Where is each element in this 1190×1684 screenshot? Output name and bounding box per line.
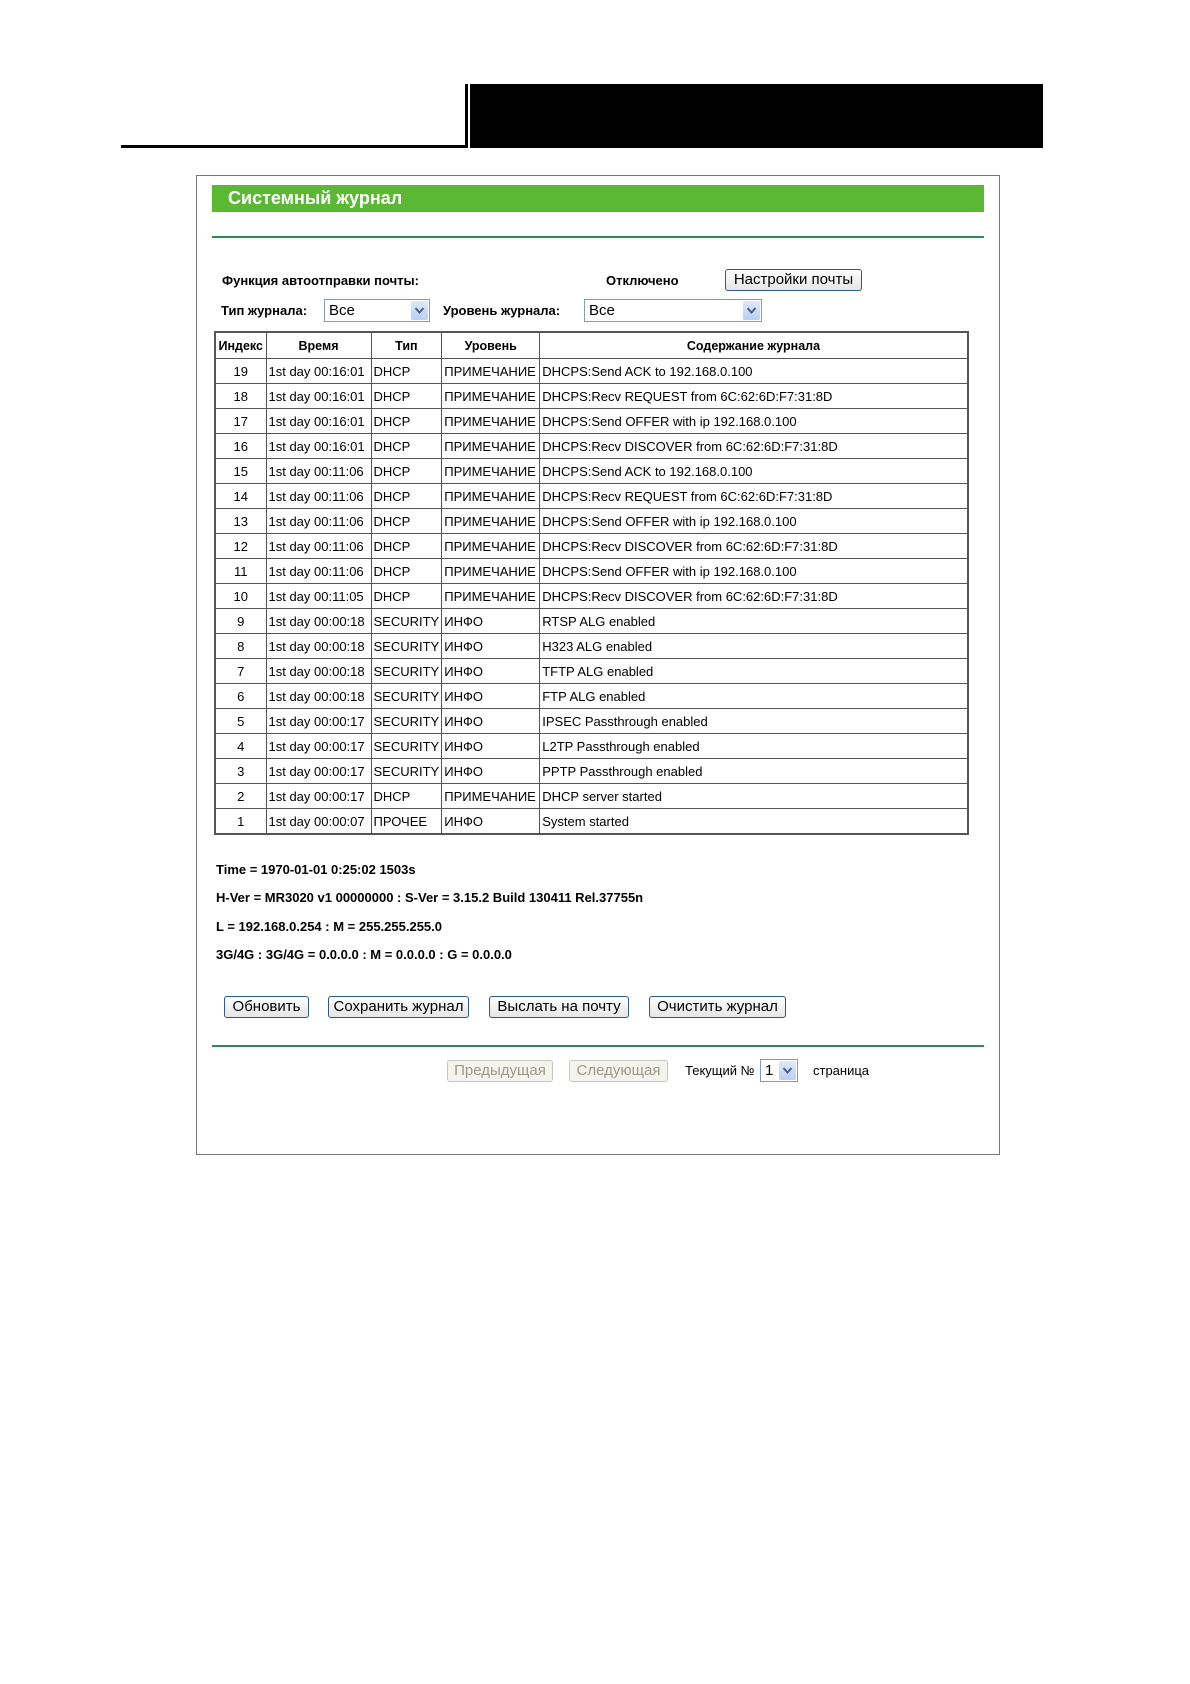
- cell-level: ИНФО: [442, 634, 540, 659]
- cell-content: L2TP Passthrough enabled: [540, 734, 968, 759]
- cell-level: ПРИМЕЧАНИЕ: [442, 559, 540, 584]
- log-type-select[interactable]: [324, 299, 430, 322]
- cell-time: 1st day 00:00:18: [266, 659, 371, 684]
- prev-page-button[interactable]: Предыдущая: [447, 1060, 553, 1082]
- next-page-button[interactable]: Следующая: [569, 1060, 668, 1082]
- cell-level: ПРИМЕЧАНИЕ: [442, 584, 540, 609]
- header-index: Индекс: [215, 332, 266, 359]
- cell-content: FTP ALG enabled: [540, 684, 968, 709]
- table-row: [215, 659, 968, 684]
- log-table: [214, 331, 969, 835]
- cell-time: 1st day 00:16:01: [266, 384, 371, 409]
- cell-type: SECURITY: [371, 759, 442, 784]
- cell-time: 1st day 00:16:01: [266, 434, 371, 459]
- header-time: Время: [266, 332, 371, 359]
- chevron-down-icon[interactable]: [743, 301, 760, 320]
- cell-level: ПРИМЕЧАНИЕ: [442, 359, 540, 384]
- cell-level: ИНФО: [442, 759, 540, 784]
- mail-function-label: Функция автоотправки почты:: [222, 273, 419, 288]
- cell-type: SECURITY: [371, 734, 442, 759]
- cell-type: SECURITY: [371, 634, 442, 659]
- cell-time: 1st day 00:00:18: [266, 609, 371, 634]
- cell-level: ИНФО: [442, 684, 540, 709]
- cell-index: 1: [215, 809, 266, 835]
- table-row: [215, 609, 968, 634]
- cell-time: 1st day 00:11:06: [266, 559, 371, 584]
- cell-level: ИНФО: [442, 609, 540, 634]
- cell-time: 1st day 00:11:05: [266, 584, 371, 609]
- header-type: Тип: [371, 332, 442, 359]
- cell-time: 1st day 00:00:17: [266, 709, 371, 734]
- cell-content: DHCPS:Send ACK to 192.168.0.100: [540, 459, 968, 484]
- cell-level: ИНФО: [442, 734, 540, 759]
- cell-index: 12: [215, 534, 266, 559]
- cell-content: DHCPS:Recv REQUEST from 6C:62:6D:F7:31:8D: [540, 484, 968, 509]
- cell-index: 14: [215, 484, 266, 509]
- cell-content: DHCPS:Send ACK to 192.168.0.100: [540, 359, 968, 384]
- cell-content: DHCPS:Send OFFER with ip 192.168.0.100: [540, 409, 968, 434]
- cell-time: 1st day 00:00:18: [266, 634, 371, 659]
- cell-index: 7: [215, 659, 266, 684]
- header-content: Содержание журнала: [540, 332, 968, 359]
- table-row: [215, 634, 968, 659]
- cell-index: 11: [215, 559, 266, 584]
- table-row: [215, 509, 968, 534]
- cell-content: TFTP ALG enabled: [540, 659, 968, 684]
- cell-time: 1st day 00:16:01: [266, 359, 371, 384]
- cell-type: DHCP: [371, 459, 442, 484]
- cell-content: DHCPS:Send OFFER with ip 192.168.0.100: [540, 559, 968, 584]
- cell-index: 5: [215, 709, 266, 734]
- table-row: [215, 484, 968, 509]
- page-title: Системный журнал: [228, 188, 403, 208]
- table-row: [215, 784, 968, 809]
- cell-type: SECURITY: [371, 684, 442, 709]
- info-version: H-Ver = MR3020 v1 00000000 : S-Ver = 3.15.2 Build 130411 Rel.37755n: [216, 890, 644, 905]
- page-select-value: 1: [765, 1062, 774, 1079]
- cell-type: ПРОЧЕЕ: [371, 809, 442, 835]
- cell-content: DHCPS:Recv DISCOVER from 6C:62:6D:F7:31:8D: [540, 584, 968, 609]
- table-row: [215, 534, 968, 559]
- table-row: [215, 384, 968, 409]
- cell-time: 1st day 00:00:07: [266, 809, 371, 835]
- cell-type: DHCP: [371, 434, 442, 459]
- cell-index: 2: [215, 784, 266, 809]
- cell-type: DHCP: [371, 559, 442, 584]
- cell-time: 1st day 00:00:17: [266, 784, 371, 809]
- cell-time: 1st day 00:11:06: [266, 459, 371, 484]
- log-level-value: Все: [589, 302, 615, 319]
- cell-level: ПРИМЕЧАНИЕ: [442, 534, 540, 559]
- cell-index: 15: [215, 459, 266, 484]
- cell-index: 19: [215, 359, 266, 384]
- cell-level: ПРИМЕЧАНИЕ: [442, 484, 540, 509]
- cell-type: SECURITY: [371, 609, 442, 634]
- page-select[interactable]: [760, 1059, 798, 1082]
- info-time: Time = 1970-01-01 0:25:02 1503s: [216, 862, 416, 877]
- cell-index: 17: [215, 409, 266, 434]
- cell-index: 18: [215, 384, 266, 409]
- cell-content: DHCPS:Recv DISCOVER from 6C:62:6D:F7:31:8D: [540, 534, 968, 559]
- cell-type: SECURITY: [371, 709, 442, 734]
- cell-type: DHCP: [371, 409, 442, 434]
- cell-content: PPTP Passthrough enabled: [540, 759, 968, 784]
- table-row: [215, 709, 968, 734]
- cell-type: DHCP: [371, 584, 442, 609]
- save-log-button[interactable]: Сохранить журнал: [328, 996, 469, 1018]
- table-row: [215, 434, 968, 459]
- clear-log-button[interactable]: Очистить журнал: [649, 996, 786, 1018]
- cell-type: SECURITY: [371, 659, 442, 684]
- cell-time: 1st day 00:11:06: [266, 484, 371, 509]
- refresh-button[interactable]: Обновить: [224, 996, 309, 1018]
- log-level-label: Уровень журнала:: [443, 303, 561, 318]
- table-row: [215, 559, 968, 584]
- cell-level: ПРИМЕЧАНИЕ: [442, 509, 540, 534]
- send-mail-button[interactable]: Выслать на почту: [489, 996, 629, 1018]
- table-header-row: [215, 332, 968, 359]
- cell-time: 1st day 00:11:06: [266, 509, 371, 534]
- cell-content: RTSP ALG enabled: [540, 609, 968, 634]
- cell-content: IPSEC Passthrough enabled: [540, 709, 968, 734]
- table-row: [215, 584, 968, 609]
- cell-content: DHCPS:Recv REQUEST from 6C:62:6D:F7:31:8D: [540, 384, 968, 409]
- table-row: [215, 809, 968, 835]
- cell-type: DHCP: [371, 509, 442, 534]
- title-bar: [212, 185, 984, 212]
- cell-index: 9: [215, 609, 266, 634]
- cell-index: 13: [215, 509, 266, 534]
- top-separator: [212, 236, 984, 238]
- cell-time: 1st day 00:00:17: [266, 759, 371, 784]
- manual-header-rule: [121, 145, 471, 148]
- cell-content: DHCP server started: [540, 784, 968, 809]
- cell-index: 10: [215, 584, 266, 609]
- cell-type: DHCP: [371, 384, 442, 409]
- cell-type: DHCP: [371, 484, 442, 509]
- cell-level: ИНФО: [442, 659, 540, 684]
- mail-settings-button[interactable]: Настройки почты: [725, 269, 862, 291]
- manual-header-block: [468, 84, 1043, 148]
- info-wan: 3G/4G : 3G/4G = 0.0.0.0 : M = 0.0.0.0 : G = 0.0.0.0: [216, 947, 512, 962]
- cell-content: H323 ALG enabled: [540, 634, 968, 659]
- cell-content: DHCPS:Send OFFER with ip 192.168.0.100: [540, 509, 968, 534]
- cell-time: 1st day 00:00:17: [266, 734, 371, 759]
- cell-time: 1st day 00:16:01: [266, 409, 371, 434]
- chevron-down-icon[interactable]: [411, 301, 428, 320]
- mail-status: Отключено: [606, 273, 679, 288]
- table-row: [215, 409, 968, 434]
- cell-type: DHCP: [371, 784, 442, 809]
- cell-level: ПРИМЕЧАНИЕ: [442, 384, 540, 409]
- cell-content: System started: [540, 809, 968, 835]
- log-level-select[interactable]: [584, 299, 762, 322]
- table-row: [215, 459, 968, 484]
- page-suffix: страница: [813, 1063, 870, 1078]
- cell-index: 6: [215, 684, 266, 709]
- table-row: [215, 684, 968, 709]
- cell-level: ПРИМЕЧАНИЕ: [442, 784, 540, 809]
- info-lan: L = 192.168.0.254 : M = 255.255.255.0: [216, 919, 442, 934]
- cell-index: 16: [215, 434, 266, 459]
- cell-type: DHCP: [371, 534, 442, 559]
- cell-time: 1st day 00:11:06: [266, 534, 371, 559]
- bottom-separator: [212, 1045, 984, 1047]
- header-level: Уровень: [442, 332, 540, 359]
- system-log-window: [196, 175, 1000, 1155]
- cell-type: DHCP: [371, 359, 442, 384]
- table-row: [215, 734, 968, 759]
- chevron-down-icon[interactable]: [779, 1061, 796, 1080]
- cell-level: ПРИМЕЧАНИЕ: [442, 434, 540, 459]
- cell-level: ИНФО: [442, 709, 540, 734]
- current-page-label: Текущий №: [685, 1063, 755, 1078]
- cell-time: 1st day 00:00:18: [266, 684, 371, 709]
- cell-level: ИНФО: [442, 809, 540, 835]
- table-row: [215, 759, 968, 784]
- log-type-label: Тип журнала:: [221, 303, 308, 318]
- table-row: [215, 359, 968, 384]
- cell-index: 8: [215, 634, 266, 659]
- log-type-value: Все: [329, 302, 355, 319]
- cell-index: 4: [215, 734, 266, 759]
- cell-level: ПРИМЕЧАНИЕ: [442, 409, 540, 434]
- cell-content: DHCPS:Recv DISCOVER from 6C:62:6D:F7:31:8D: [540, 434, 968, 459]
- cell-level: ПРИМЕЧАНИЕ: [442, 459, 540, 484]
- cell-index: 3: [215, 759, 266, 784]
